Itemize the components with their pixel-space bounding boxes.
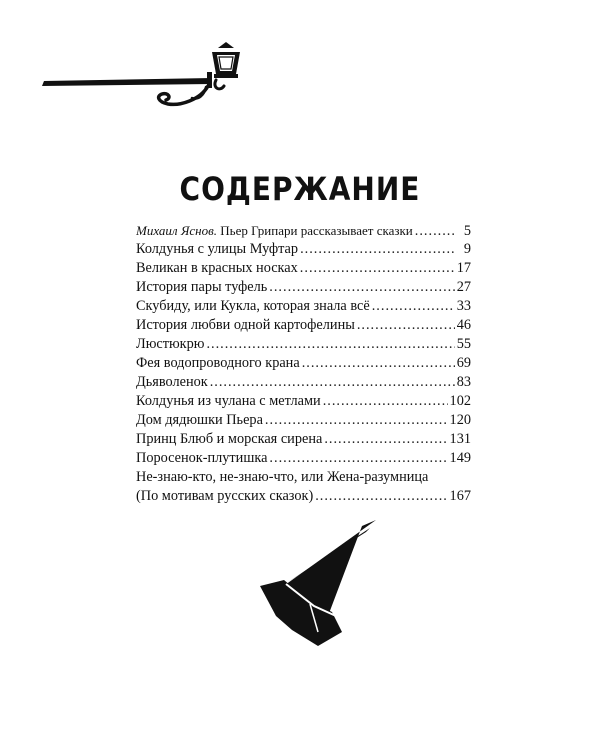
toc-entry-note: (По мотивам русских сказок) <box>136 488 314 504</box>
toc-entry <box>136 430 471 449</box>
dot-leader <box>302 354 455 373</box>
toc-page-number: 27 <box>456 279 471 295</box>
toc-page-number: 46 <box>456 317 471 333</box>
toc-entry-title: Дом дядюшки Пьера <box>136 412 263 428</box>
toc-intro-author: Михаил Яснов. <box>136 223 218 238</box>
toc-page-number: 120 <box>449 412 471 428</box>
dot-leader <box>269 278 454 297</box>
toc-page-number: 55 <box>456 336 471 352</box>
dot-leader <box>265 411 448 430</box>
dot-leader <box>300 259 455 278</box>
toc-page-number: 5 <box>463 223 471 239</box>
dot-leader <box>206 335 454 354</box>
toc-entry-title: Великан в красных носках <box>136 260 298 276</box>
toc-entry <box>136 373 471 392</box>
dot-leader <box>372 297 455 316</box>
toc-entry-title <box>136 221 413 240</box>
dot-leader <box>269 449 447 468</box>
dot-leader <box>357 316 455 335</box>
toc-entry-title: Принц Блюб и морская сирена <box>136 431 323 447</box>
toc-entry-title: Скубиду, или Кукла, которая знала всё <box>136 298 370 314</box>
dot-leader <box>315 487 447 506</box>
toc-page-number: 83 <box>456 374 471 390</box>
toc-page-number: 167 <box>449 488 471 504</box>
toc-page-number: 149 <box>449 450 471 466</box>
toc-entry <box>136 240 471 259</box>
toc-intro-title: Пьер Грипари рассказывает сказки <box>217 223 413 238</box>
toc-page-number: 69 <box>456 355 471 371</box>
toc-page-number: 9 <box>463 241 471 257</box>
toc-entry <box>136 335 471 354</box>
toc-entry <box>136 449 471 468</box>
toc-entry-title: Дьяволенок <box>136 374 208 390</box>
toc-entry <box>136 411 471 430</box>
street-lamp-illustration <box>40 40 250 130</box>
toc-page-number: 17 <box>456 260 471 276</box>
dot-leader <box>415 222 455 240</box>
toc-entry-title: История пары туфель <box>136 279 268 295</box>
toc-entry <box>136 316 471 335</box>
toc-entry-intro <box>136 221 471 240</box>
toc-page-number: 131 <box>449 431 471 447</box>
toc-page-number: 33 <box>456 298 471 314</box>
witch-hat-illustration <box>258 520 388 650</box>
dot-leader <box>210 373 455 392</box>
toc-entry <box>136 392 471 411</box>
toc-entry-title: Не-знаю-кто, не-знаю-что, или Жена-разумница <box>136 469 429 485</box>
dot-leader <box>324 430 447 449</box>
toc-entry-title: Колдунья с улицы Муфтар <box>136 241 299 257</box>
toc-entry-title: Люстюкрю <box>136 336 205 352</box>
dot-leader <box>323 392 448 411</box>
toc-page-number: 102 <box>449 393 471 409</box>
toc-entry-last-note-line <box>136 487 471 506</box>
toc-entry-title: История любви одной картофелины <box>136 317 355 333</box>
dot-leader <box>300 240 455 259</box>
toc-entry <box>136 297 471 316</box>
toc-entry <box>136 259 471 278</box>
table-of-contents <box>136 221 471 506</box>
toc-entry-title: Поросенок-плутишка <box>136 450 268 466</box>
toc-entry-title: Колдунья из чулана с метлами <box>136 393 321 409</box>
toc-entry-last-title-line <box>136 468 471 487</box>
toc-entry-title: Фея водопроводного крана <box>136 355 300 371</box>
page-title: СОДЕРЖАНИЕ <box>179 170 421 208</box>
toc-entry <box>136 278 471 297</box>
toc-entry <box>136 354 471 373</box>
